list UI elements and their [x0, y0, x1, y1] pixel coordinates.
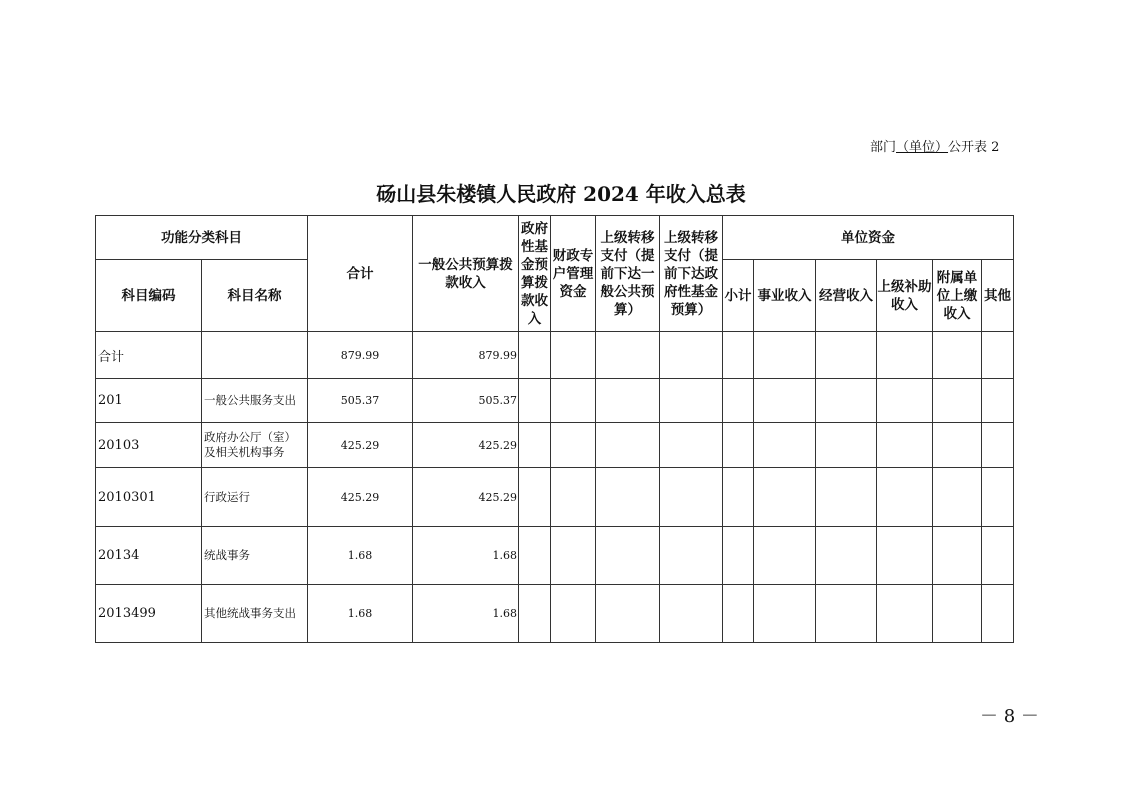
cell-general: 1.68	[413, 527, 519, 585]
cell-total: 1.68	[308, 585, 413, 643]
cell-total: 1.68	[308, 527, 413, 585]
header-subject-name: 科目名称	[202, 260, 308, 332]
table-row	[96, 527, 1014, 585]
header-business-income: 事业收入	[754, 260, 816, 332]
cell-total: 425.29	[308, 423, 413, 468]
cell-name: 政府办公厅（室）及相关机构事务	[202, 423, 308, 468]
cell-general: 879.99	[413, 332, 519, 379]
table-number-label	[870, 136, 999, 155]
cell-general: 505.37	[413, 379, 519, 423]
cell-general: 1.68	[413, 585, 519, 643]
income-table	[95, 215, 1014, 643]
cell-code: 2010301	[96, 468, 202, 527]
header-other: 其他	[982, 260, 1014, 332]
page-title: 砀山县朱楼镇人民政府 2024 年收入总表	[376, 182, 746, 206]
page-number: － 8 －	[980, 706, 1039, 727]
cell-code: 20134	[96, 527, 202, 585]
cell-name	[202, 332, 308, 379]
header-gov-fund: 政府性基金预算拨款收入	[519, 216, 551, 332]
table-row	[96, 332, 1014, 379]
header-superior-subsidy: 上级补助收入	[877, 260, 933, 332]
header-total: 合计	[308, 216, 413, 332]
header-unit-funds: 单位资金	[723, 216, 1014, 260]
header-fiscal-special: 财政专户管理资金	[551, 216, 596, 332]
cell-name: 一般公共服务支出	[202, 379, 308, 423]
table-row	[96, 585, 1014, 643]
header-transfer-general: 上级转移支付（提前下达一般公共预算）	[596, 216, 660, 332]
cell-total: 879.99	[308, 332, 413, 379]
cell-code: 20103	[96, 423, 202, 468]
header-transfer-fund: 上级转移支付（提前下达政府性基金预算）	[660, 216, 723, 332]
label-unit: （单位）	[896, 140, 949, 155]
cell-code: 合计	[96, 332, 202, 379]
label-prefix: 部门	[870, 140, 897, 155]
cell-general: 425.29	[413, 468, 519, 527]
cell-name: 统战事务	[202, 527, 308, 585]
header-subtotal: 小计	[723, 260, 754, 332]
cell-total: 505.37	[308, 379, 413, 423]
header-subject-code: 科目编码	[96, 260, 202, 332]
header-general-budget: 一般公共预算拨款收入	[413, 216, 519, 332]
header-affiliated-income: 附属单位上缴收入	[933, 260, 982, 332]
label-suffix: 公开表 2	[948, 140, 1000, 155]
table-row	[96, 468, 1014, 527]
cell-code: 201	[96, 379, 202, 423]
table-row	[96, 423, 1014, 468]
cell-total: 425.29	[308, 468, 413, 527]
cell-name: 其他统战事务支出	[202, 585, 308, 643]
table-row	[96, 379, 1014, 423]
header-functional-category: 功能分类科目	[96, 216, 308, 260]
cell-name: 行政运行	[202, 468, 308, 527]
cell-general: 425.29	[413, 423, 519, 468]
cell-code: 2013499	[96, 585, 202, 643]
header-operating-income: 经营收入	[816, 260, 877, 332]
